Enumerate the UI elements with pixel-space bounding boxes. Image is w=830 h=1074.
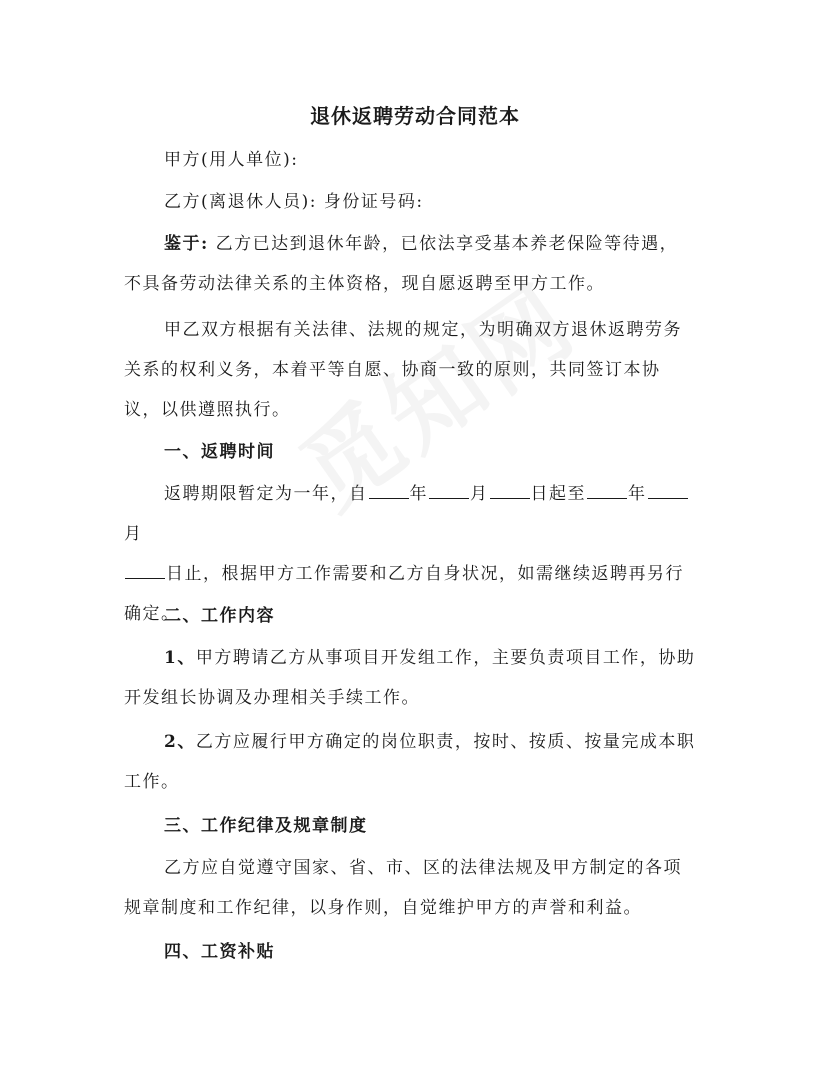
year-label-2: 年 <box>628 484 647 504</box>
party-b-line <box>124 182 704 222</box>
section3-heading: 三、工作纪律及规章制度 <box>164 816 368 836</box>
section3-line2: 规章制度和工作纪律，以身作则，自觉维护甲方的声誉和利益。 <box>124 898 642 918</box>
intro-line3: 议，以供遵照执行。 <box>124 400 291 420</box>
party-a-text: 甲方(用人单位): <box>164 150 299 170</box>
intro-line2: 关系的权利义务，本着平等自愿、协商一致的原则，共同签订本协 <box>124 360 661 380</box>
blank-year-start <box>369 480 409 499</box>
day-label-1: 日起至 <box>530 484 586 504</box>
blank-month-end <box>648 480 688 499</box>
section2-heading: 二、工作内容 <box>164 606 275 626</box>
section2-item1 <box>124 638 704 718</box>
section3-heading-line <box>124 806 704 846</box>
section3-line1: 乙方应自觉遵守国家、省、市、区的法律法规及甲方制定的各项 <box>164 858 682 878</box>
page-title: 退休返聘劳动合同范本 <box>310 104 520 128</box>
month-label-2: 月 <box>124 524 143 544</box>
whereas-paragraph <box>124 224 704 304</box>
section4-heading-line <box>124 932 704 972</box>
section2-item2-num: 2、 <box>164 732 196 752</box>
section4-heading: 四、工资补贴 <box>164 942 275 962</box>
section1-line3: 确定。 <box>124 604 180 624</box>
section1-text-a: 返聘期限暂定为一年，自 <box>164 484 368 504</box>
intro-paragraph <box>124 310 704 430</box>
section1-heading-line <box>124 432 704 472</box>
section2-item2-line2: 工作。 <box>124 772 180 792</box>
section2-item2 <box>124 722 704 802</box>
month-label-1: 月 <box>470 484 489 504</box>
whereas-text-line1: 乙方已达到退休年龄，已依法享受基本养老保险等待遇， <box>208 234 679 254</box>
blank-day-end <box>125 560 165 579</box>
whereas-label: 鉴于: <box>164 234 209 254</box>
party-b-text: 乙方(离退休人员): 身份证号码: <box>164 192 424 212</box>
whereas-text-line2: 不具备劳动法律关系的主体资格，现自愿返聘至甲方工作。 <box>124 274 605 294</box>
blank-month-start <box>429 480 469 499</box>
section2-item1-line1: 甲方聘请乙方从事项目开发组工作，主要负责项目工作，协助 <box>195 648 696 668</box>
blank-year-end <box>587 480 627 499</box>
section2-item1-num: 1、 <box>164 648 196 668</box>
intro-line1: 甲乙双方根据有关法律、法规的规定，为明确双方退休返聘劳务 <box>164 320 682 340</box>
section2-item1-line2: 开发组长协调及办理相关手续工作。 <box>124 688 420 708</box>
party-a-line <box>124 140 704 180</box>
year-label-1: 年 <box>409 484 428 504</box>
blank-day-start <box>490 480 530 499</box>
section2-heading-line <box>124 596 704 636</box>
section2-item2-line1: 乙方应履行甲方确定的岗位职责，按时、按质、按量完成本职 <box>195 732 696 752</box>
section1-line2: 日止，根据甲方工作需要和乙方自身状况，如需继续返聘再另行 <box>166 564 684 584</box>
section3-paragraph <box>124 848 704 928</box>
section1-heading: 一、返聘时间 <box>164 442 275 462</box>
